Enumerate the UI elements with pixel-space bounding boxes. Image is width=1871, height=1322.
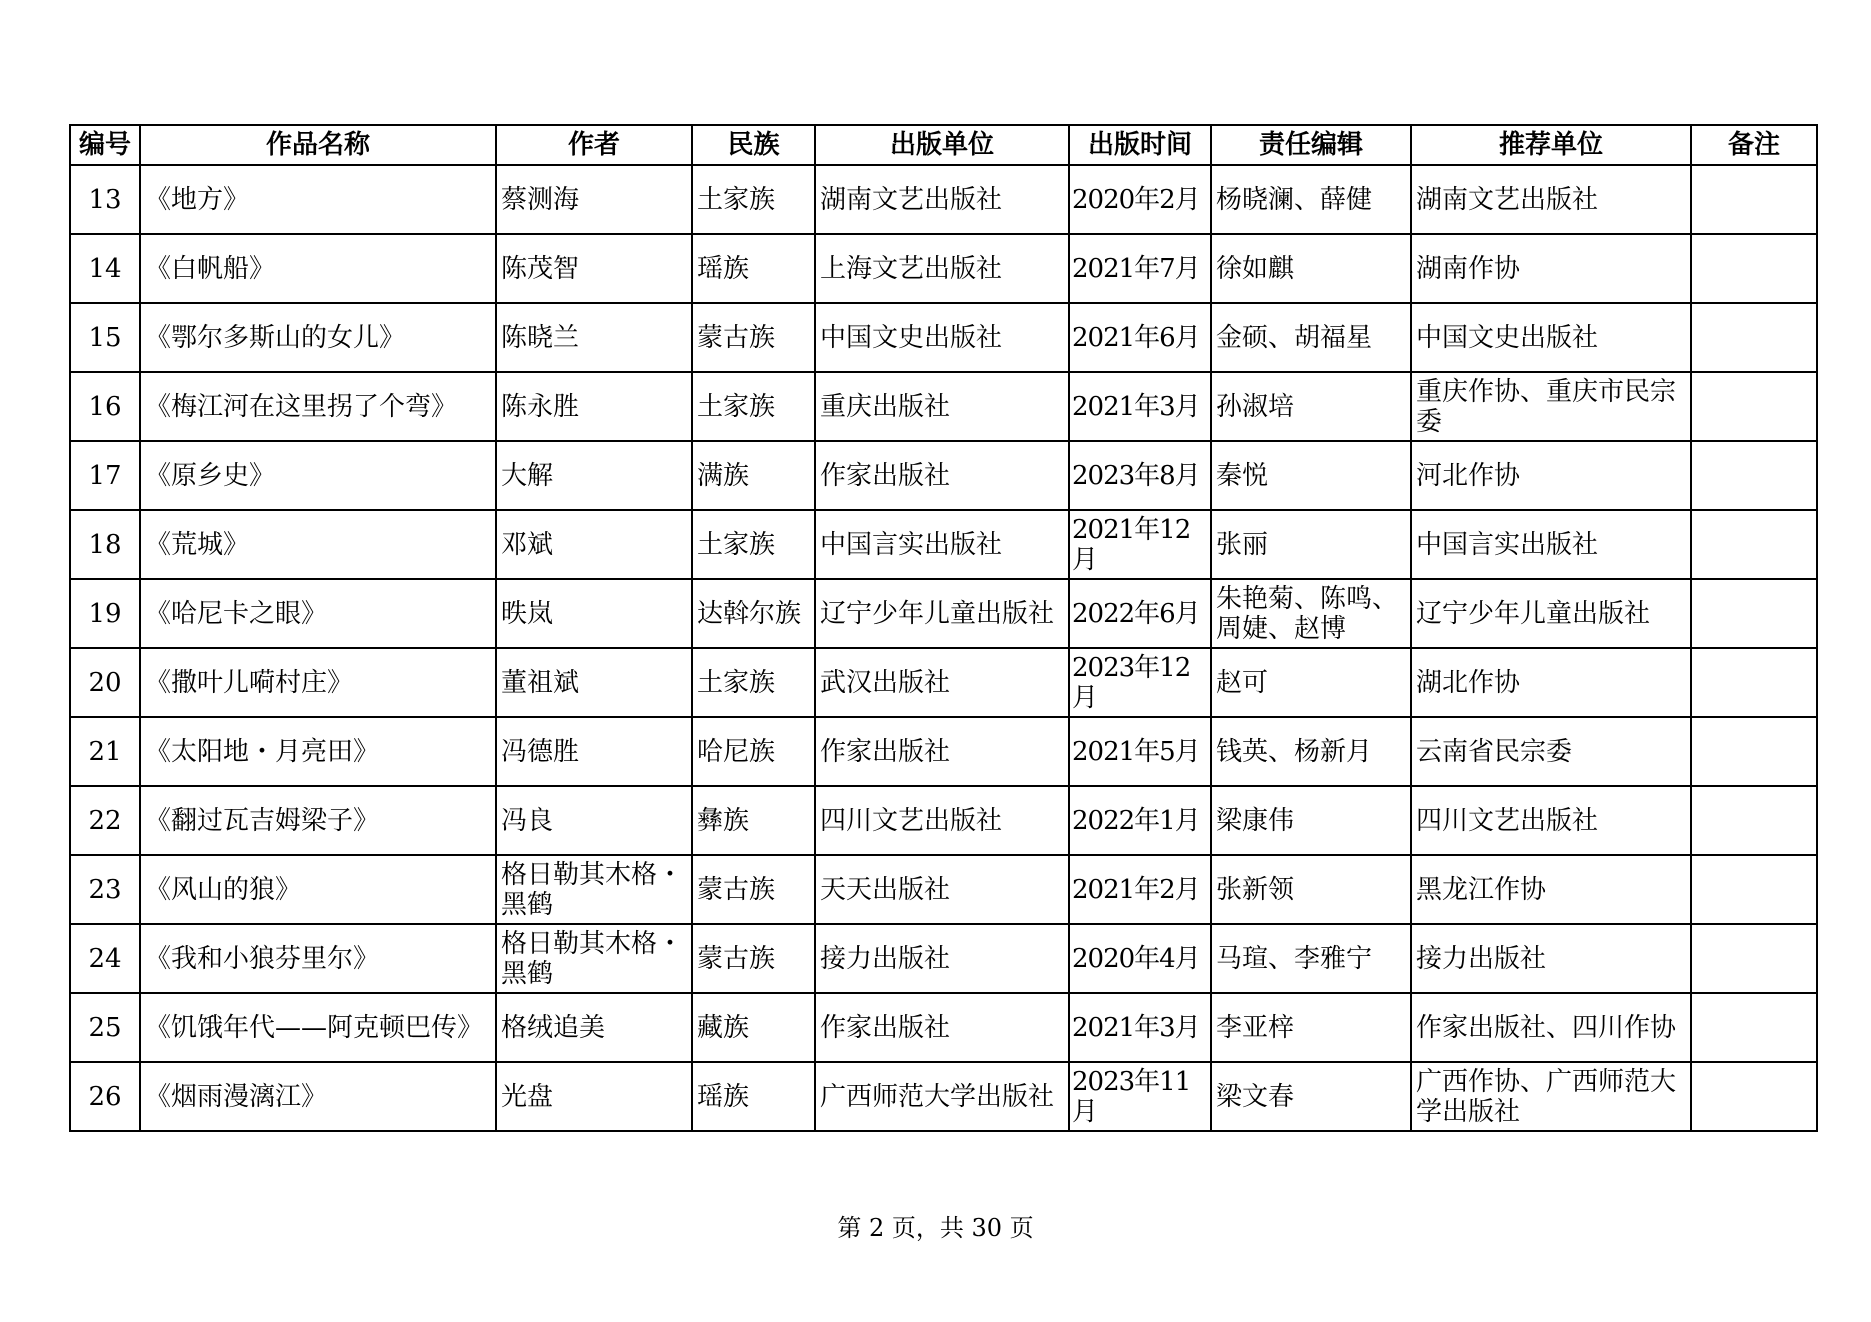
title-cell: 《撒叶儿嗬村庄》 <box>140 648 496 717</box>
remarks-cell <box>1691 993 1817 1062</box>
title-cell: 《鄂尔多斯山的女儿》 <box>140 303 496 372</box>
date-cell: 2023年8月 <box>1069 441 1211 510</box>
number-cell: 24 <box>70 924 140 993</box>
number-cell: 19 <box>70 579 140 648</box>
ethnicity-cell: 藏族 <box>692 993 815 1062</box>
editor-cell: 梁文春 <box>1211 1062 1411 1131</box>
publisher-cell: 辽宁少年儿童出版社 <box>815 579 1069 648</box>
table-row <box>70 372 1817 441</box>
title-cell: 《我和小狼芬里尔》 <box>140 924 496 993</box>
editor-cell: 赵可 <box>1211 648 1411 717</box>
author-cell: 陈茂智 <box>496 234 692 303</box>
recommender-cell: 辽宁少年儿童出版社 <box>1411 579 1691 648</box>
publisher-cell: 接力出版社 <box>815 924 1069 993</box>
header-remarks: 备注 <box>1691 125 1817 165</box>
author-cell: 陈永胜 <box>496 372 692 441</box>
table-row <box>70 717 1817 786</box>
table-row <box>70 924 1817 993</box>
table-header-row <box>70 125 1817 165</box>
ethnicity-cell: 土家族 <box>692 165 815 234</box>
date-cell: 2023年12月 <box>1069 648 1211 717</box>
remarks-cell <box>1691 717 1817 786</box>
remarks-cell <box>1691 1062 1817 1131</box>
editor-cell: 马瑄、李雅宁 <box>1211 924 1411 993</box>
table-row <box>70 579 1817 648</box>
number-cell: 22 <box>70 786 140 855</box>
table-row <box>70 165 1817 234</box>
ethnicity-cell: 土家族 <box>692 372 815 441</box>
title-cell: 《白帆船》 <box>140 234 496 303</box>
author-cell: 冯良 <box>496 786 692 855</box>
number-cell: 14 <box>70 234 140 303</box>
ethnicity-cell: 满族 <box>692 441 815 510</box>
table-row <box>70 303 1817 372</box>
publisher-cell: 天天出版社 <box>815 855 1069 924</box>
header-publish-date: 出版时间 <box>1069 125 1211 165</box>
date-cell: 2022年1月 <box>1069 786 1211 855</box>
title-cell: 《翻过瓦吉姆梁子》 <box>140 786 496 855</box>
recommender-cell: 中国文史出版社 <box>1411 303 1691 372</box>
number-cell: 21 <box>70 717 140 786</box>
publisher-cell: 中国文史出版社 <box>815 303 1069 372</box>
author-cell: 格日勒其木格・黑鹤 <box>496 924 692 993</box>
ethnicity-cell: 彝族 <box>692 786 815 855</box>
title-cell: 《荒城》 <box>140 510 496 579</box>
date-cell: 2021年2月 <box>1069 855 1211 924</box>
author-cell: 陈晓兰 <box>496 303 692 372</box>
title-cell: 《原乡史》 <box>140 441 496 510</box>
author-cell: 格日勒其木格・黑鹤 <box>496 855 692 924</box>
editor-cell: 杨晓澜、薛健 <box>1211 165 1411 234</box>
recommender-cell: 中国言实出版社 <box>1411 510 1691 579</box>
title-cell: 《地方》 <box>140 165 496 234</box>
ethnicity-cell: 蒙古族 <box>692 924 815 993</box>
header-editor: 责任编辑 <box>1211 125 1411 165</box>
editor-cell: 张丽 <box>1211 510 1411 579</box>
header-number: 编号 <box>70 125 140 165</box>
editor-cell: 钱英、杨新月 <box>1211 717 1411 786</box>
author-cell: 光盘 <box>496 1062 692 1131</box>
ethnicity-cell: 土家族 <box>692 510 815 579</box>
table-body <box>70 165 1817 1131</box>
header-recommender: 推荐单位 <box>1411 125 1691 165</box>
ethnicity-cell: 蒙古族 <box>692 303 815 372</box>
recommender-cell: 作家出版社、四川作协 <box>1411 993 1691 1062</box>
ethnicity-cell: 达斡尔族 <box>692 579 815 648</box>
number-cell: 25 <box>70 993 140 1062</box>
publisher-cell: 作家出版社 <box>815 993 1069 1062</box>
remarks-cell <box>1691 510 1817 579</box>
remarks-cell <box>1691 303 1817 372</box>
number-cell: 16 <box>70 372 140 441</box>
recommender-cell: 湖南文艺出版社 <box>1411 165 1691 234</box>
number-cell: 15 <box>70 303 140 372</box>
remarks-cell <box>1691 648 1817 717</box>
number-cell: 13 <box>70 165 140 234</box>
date-cell: 2021年7月 <box>1069 234 1211 303</box>
table-row <box>70 234 1817 303</box>
recommender-cell: 广西作协、广西师范大学出版社 <box>1411 1062 1691 1131</box>
recommender-cell: 黑龙江作协 <box>1411 855 1691 924</box>
recommender-cell: 接力出版社 <box>1411 924 1691 993</box>
recommender-cell: 湖北作协 <box>1411 648 1691 717</box>
title-cell: 《哈尼卡之眼》 <box>140 579 496 648</box>
author-cell: 冯德胜 <box>496 717 692 786</box>
page-footer: 第 2 页，共 30 页 <box>837 1214 1034 1242</box>
recommender-cell: 重庆作协、重庆市民宗委 <box>1411 372 1691 441</box>
recommender-cell: 湖南作协 <box>1411 234 1691 303</box>
remarks-cell <box>1691 165 1817 234</box>
author-cell: 格绒追美 <box>496 993 692 1062</box>
title-cell: 《饥饿年代——阿克顿巴传》 <box>140 993 496 1062</box>
works-table <box>69 124 1818 1132</box>
editor-cell: 梁康伟 <box>1211 786 1411 855</box>
remarks-cell <box>1691 579 1817 648</box>
ethnicity-cell: 蒙古族 <box>692 855 815 924</box>
header-title: 作品名称 <box>140 125 496 165</box>
recommender-cell: 河北作协 <box>1411 441 1691 510</box>
date-cell: 2022年6月 <box>1069 579 1211 648</box>
table-row <box>70 993 1817 1062</box>
publisher-cell: 广西师范大学出版社 <box>815 1062 1069 1131</box>
date-cell: 2020年4月 <box>1069 924 1211 993</box>
date-cell: 2021年3月 <box>1069 372 1211 441</box>
table-row <box>70 648 1817 717</box>
table-row <box>70 855 1817 924</box>
editor-cell: 李亚梓 <box>1211 993 1411 1062</box>
remarks-cell <box>1691 786 1817 855</box>
header-ethnicity: 民族 <box>692 125 815 165</box>
ethnicity-cell: 土家族 <box>692 648 815 717</box>
editor-cell: 孙淑培 <box>1211 372 1411 441</box>
publisher-cell: 中国言实出版社 <box>815 510 1069 579</box>
remarks-cell <box>1691 855 1817 924</box>
ethnicity-cell: 瑶族 <box>692 1062 815 1131</box>
number-cell: 17 <box>70 441 140 510</box>
publisher-cell: 武汉出版社 <box>815 648 1069 717</box>
remarks-cell <box>1691 441 1817 510</box>
table-row <box>70 786 1817 855</box>
editor-cell: 张新领 <box>1211 855 1411 924</box>
recommender-cell: 四川文艺出版社 <box>1411 786 1691 855</box>
publisher-cell: 上海文艺出版社 <box>815 234 1069 303</box>
title-cell: 《太阳地・月亮田》 <box>140 717 496 786</box>
remarks-cell <box>1691 234 1817 303</box>
table-row <box>70 1062 1817 1131</box>
remarks-cell <box>1691 372 1817 441</box>
date-cell: 2023年11月 <box>1069 1062 1211 1131</box>
ethnicity-cell: 哈尼族 <box>692 717 815 786</box>
author-cell: 大解 <box>496 441 692 510</box>
number-cell: 18 <box>70 510 140 579</box>
publisher-cell: 四川文艺出版社 <box>815 786 1069 855</box>
number-cell: 23 <box>70 855 140 924</box>
ethnicity-cell: 瑶族 <box>692 234 815 303</box>
table-row <box>70 510 1817 579</box>
title-cell: 《烟雨漫漓江》 <box>140 1062 496 1131</box>
publisher-cell: 重庆出版社 <box>815 372 1069 441</box>
remarks-cell <box>1691 924 1817 993</box>
author-cell: 董祖斌 <box>496 648 692 717</box>
table-row <box>70 441 1817 510</box>
recommender-cell: 云南省民宗委 <box>1411 717 1691 786</box>
date-cell: 2021年5月 <box>1069 717 1211 786</box>
editor-cell: 金硕、胡福星 <box>1211 303 1411 372</box>
author-cell: 昳岚 <box>496 579 692 648</box>
editor-cell: 徐如麒 <box>1211 234 1411 303</box>
publisher-cell: 作家出版社 <box>815 441 1069 510</box>
author-cell: 蔡测海 <box>496 165 692 234</box>
number-cell: 20 <box>70 648 140 717</box>
header-publisher: 出版单位 <box>815 125 1069 165</box>
header-author: 作者 <box>496 125 692 165</box>
number-cell: 26 <box>70 1062 140 1131</box>
editor-cell: 秦悦 <box>1211 441 1411 510</box>
editor-cell: 朱艳菊、陈鸣、周婕、赵博 <box>1211 579 1411 648</box>
date-cell: 2021年3月 <box>1069 993 1211 1062</box>
title-cell: 《梅江河在这里拐了个弯》 <box>140 372 496 441</box>
publisher-cell: 作家出版社 <box>815 717 1069 786</box>
title-cell: 《风山的狼》 <box>140 855 496 924</box>
publisher-cell: 湖南文艺出版社 <box>815 165 1069 234</box>
author-cell: 邓斌 <box>496 510 692 579</box>
date-cell: 2021年12月 <box>1069 510 1211 579</box>
date-cell: 2020年2月 <box>1069 165 1211 234</box>
date-cell: 2021年6月 <box>1069 303 1211 372</box>
